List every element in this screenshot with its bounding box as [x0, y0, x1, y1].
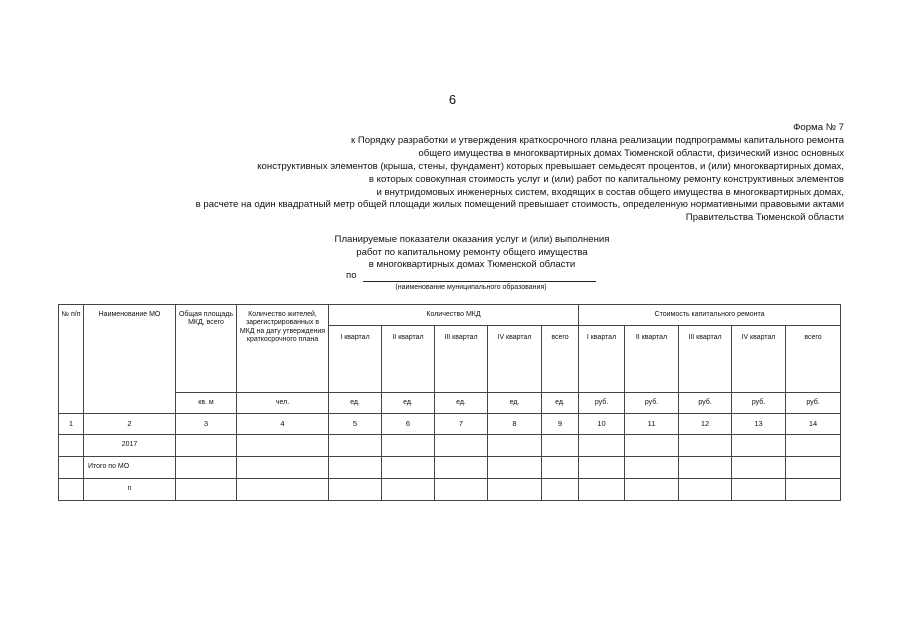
unit-mkd: ед. [329, 393, 382, 414]
table-cell [382, 479, 435, 501]
column-number: 12 [679, 414, 732, 435]
column-number: 9 [542, 414, 579, 435]
table-cell [59, 435, 84, 457]
column-number: 14 [786, 414, 841, 435]
unit-cost: руб. [579, 393, 625, 414]
table-cell [625, 457, 679, 479]
table-cell [625, 435, 679, 457]
header-residents: Количество жителей, зарегистрированных в МКД на дату утверждения краткосрочного плана [237, 305, 329, 393]
table-cell [237, 479, 329, 501]
appendix-line: в расчете на один квадратный метр общей площади жилых помещений превышает стоимость, определенную нормативными правовыми актами [195, 199, 844, 211]
column-number: 1 [59, 414, 84, 435]
table-row [59, 435, 841, 457]
title-line: Планируемые показатели оказания услуг и (или) выполнения [334, 234, 610, 245]
table-cell [732, 479, 786, 501]
municipality-blank-line [363, 281, 596, 282]
table-cell [679, 479, 732, 501]
table-cell [329, 435, 382, 457]
column-number: 2 [84, 414, 176, 435]
header-cost-q4: IV квартал [732, 326, 786, 393]
unit-cost: руб. [732, 393, 786, 414]
column-number: 4 [237, 414, 329, 435]
table-cell [435, 457, 488, 479]
table-cell [786, 435, 841, 457]
table-cell [679, 435, 732, 457]
appendix-header [84, 122, 844, 225]
table-cell [579, 457, 625, 479]
header-cost-q3: III квартал [679, 326, 732, 393]
column-number: 13 [732, 414, 786, 435]
table-row [59, 457, 841, 479]
appendix-line: в которых совокупная стоимость услуг и (или) работ по капитальному ремонту конструктивных элементов [368, 173, 844, 185]
table-cell [176, 435, 237, 457]
table-row [59, 479, 841, 501]
appendix-line: и внутридомовых инженерных систем, входящих в состав общего имущества в многоквартирных домах, [376, 186, 844, 198]
header-cost-q2: II квартал [625, 326, 679, 393]
unit-mkd: ед. [542, 393, 579, 414]
header-cost-q1: I квартал [579, 326, 625, 393]
appendix-line: конструктивных элементов (крыша, стены, фундамент) которых превышает семьдесят процентов, и (или) многоквартирных домах, [257, 160, 844, 172]
unit-cost: руб. [786, 393, 841, 414]
table-cell [176, 479, 237, 501]
municipality-field [346, 270, 596, 282]
column-number: 7 [435, 414, 488, 435]
row-label: n [84, 479, 176, 501]
appendix-line: Правительства Тюменской области [685, 212, 844, 224]
unit-residents: чел. [237, 393, 329, 414]
header-mkd-q1: I квартал [329, 326, 382, 393]
appendix-line: к Порядку разработки и утверждения краткосрочного плана реализации подпрограммы капитального ремонта [350, 134, 844, 146]
table-cell [176, 457, 237, 479]
table-cell [542, 435, 579, 457]
column-number: 6 [382, 414, 435, 435]
unit-mkd: ед. [488, 393, 542, 414]
table-cell [786, 479, 841, 501]
indicators-table [58, 304, 841, 501]
header-mkd-q4: IV квартал [488, 326, 542, 393]
header-mkd-q2: II квартал [382, 326, 435, 393]
column-number-row [59, 414, 841, 435]
appendix-line: общего имущества в многоквартирных домах Тюменской области, физический износ основных [418, 147, 844, 159]
municipality-prefix: по [346, 270, 357, 281]
column-number: 3 [176, 414, 237, 435]
page-number: 6 [448, 92, 457, 107]
header-mo-name: Наименование МО [84, 305, 176, 414]
table-cell [786, 457, 841, 479]
header-mkd-q3: III квартал [435, 326, 488, 393]
table-cell [542, 479, 579, 501]
header-mkd-total: всего [542, 326, 579, 393]
table-cell [579, 479, 625, 501]
row-label: Итого по МО [84, 457, 176, 479]
header-area: Общая площадь МКД, всего [176, 305, 237, 393]
table-cell [488, 435, 542, 457]
unit-mkd: ед. [382, 393, 435, 414]
table-cell [237, 435, 329, 457]
column-number: 8 [488, 414, 542, 435]
table-cell [625, 479, 679, 501]
table-cell [435, 479, 488, 501]
unit-mkd: ед. [435, 393, 488, 414]
header-mkd-count: Количество МКД [329, 305, 579, 326]
column-number: 10 [579, 414, 625, 435]
form-label: Форма № 7 [793, 122, 844, 133]
table-cell [329, 479, 382, 501]
column-number: 11 [625, 414, 679, 435]
title-line: работ по капитальному ремонту общего имущества [356, 246, 588, 258]
header-num: № п/п [59, 305, 84, 414]
table-cell [59, 479, 84, 501]
table-cell [542, 457, 579, 479]
header-cost-total: всего [786, 326, 841, 393]
title-line: в многоквартирных домах Тюменской области [368, 259, 576, 271]
unit-cost: руб. [625, 393, 679, 414]
table-cell [579, 435, 625, 457]
table-cell [237, 457, 329, 479]
header-cost: Стоимость капитального ремонта [579, 305, 841, 326]
row-label: 2017 [84, 435, 176, 457]
table-cell [329, 457, 382, 479]
unit-area: кв. м [176, 393, 237, 414]
table-cell [679, 457, 732, 479]
table-cell [732, 435, 786, 457]
table-cell [732, 457, 786, 479]
table-cell [435, 435, 488, 457]
municipality-hint: (наименование муниципального образования) [395, 284, 547, 291]
column-number: 5 [329, 414, 382, 435]
table-cell [382, 457, 435, 479]
table-cell [59, 457, 84, 479]
unit-cost: руб. [679, 393, 732, 414]
table-cell [488, 479, 542, 501]
table-cell [382, 435, 435, 457]
document-title [252, 234, 692, 272]
table-cell [488, 457, 542, 479]
